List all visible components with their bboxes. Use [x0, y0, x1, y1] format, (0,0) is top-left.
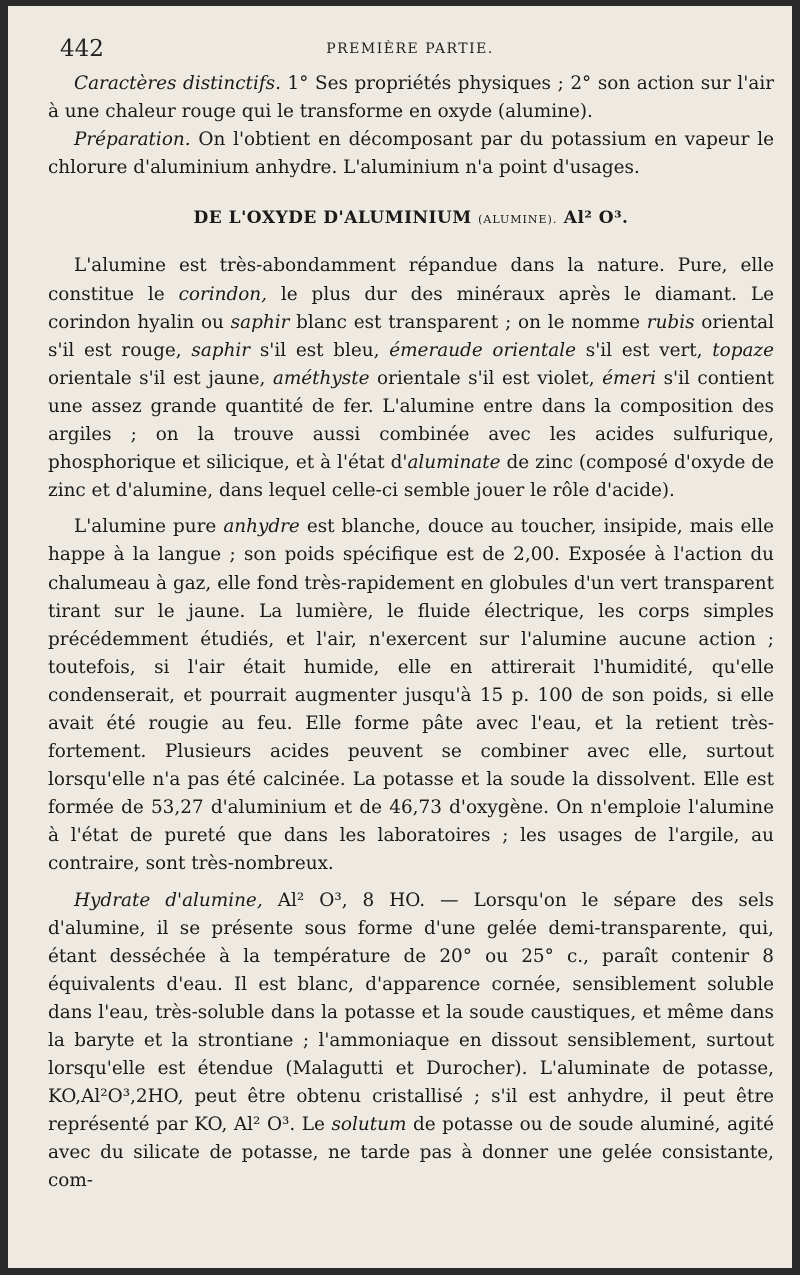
- text-run: L'alumine pure: [74, 516, 224, 538]
- page-number: 442: [60, 36, 104, 62]
- italic-term: corindon,: [178, 283, 268, 305]
- italic-term: émeraude orientale: [389, 339, 577, 361]
- paragraph-text: 1° Ses propriétés physiques ; 2° son action sur l'air à une chaleur rouge qui le transforme en oxyde (alumine).: [48, 73, 775, 123]
- text-run: Al² O³, 8 HO. — Lorsqu'on le sépare des sels d'alumine, il se présente sous forme d'une gelée demi-transparente, qui, étant desséchée à la température de 20° ou 25° c., paraît contenir 8 équivalents d'eau. Il est blanc, d'apparence cornée, sensiblement soluble dans l'eau, très-soluble dans la potasse et la soude caustiques, et même dans la baryte et la strontiane ; l'ammoniaque en dissout sensiblement, surtout lorsqu'elle est étendue (Malagutti et Durocher). L'aluminate de potasse, KO,Al²O³,2HO, peut être obtenu cristallisé ; s'il est anhydre, il peut être représenté par KO, Al² O³. Le: [48, 889, 774, 1136]
- text-run: s'il est vert,: [576, 339, 713, 361]
- text-run: est blanche, douce au toucher, insipide, mais elle happe à la langue ; son poids spécifique est de 2,00. Exposée à l'action du chalumeau à gaz, elle fond très-rapidement en globules d'un vert transparent tirant sur le jaune. La lumière, le fluide électrique, les corps simples précédemment étudiés, et l'air, n'exercent sur l'alumine aucune action ; toutefois, si l'air était humide, elle en attirerait l'humidité, qu'elle condenserait, et pourrait augmenter jusqu'à 15 p. 100 de son poids, si elle avait été rougie au feu. Elle forme pâte avec l'eau, et la retient très-fortement. Plusieurs acides peuvent se combiner avec elle, surtout lorsqu'elle n'a pas été calcinée. La potasse et la soude la dissolvent. Elle est formée de 53,27 d'aluminium et de 46,73 d'oxygène. On n'emploie l'alumine à l'état de pureté que dans les laboratoires ; les usages de l'argile, au contraire, sont très-nombreux.: [48, 516, 774, 875]
- text-run: de zinc (composé d'oxyde de zinc et d'alumine, dans lequel celle-ci semble jouer le rôle d'acide).: [48, 452, 774, 502]
- paragraph-pure-alumina: [48, 513, 774, 878]
- paragraph-alumina-hydrate: [48, 887, 774, 1196]
- italic-term: Hydrate d'alumine,: [74, 889, 263, 911]
- running-title: PREMIÈRE PARTIE.: [326, 41, 494, 57]
- paragraph-label: Caractères distinctifs.: [74, 73, 281, 94]
- italic-term: solutum: [331, 1114, 407, 1136]
- italic-term: saphir: [191, 339, 251, 361]
- italic-term: aluminate: [407, 452, 501, 474]
- book-page: [8, 6, 792, 1268]
- italic-term: améthyste: [272, 367, 370, 389]
- paragraph-label: Préparation.: [74, 129, 191, 151]
- italic-term: saphir: [230, 311, 290, 333]
- text-run: L'alumine est très-abondamment répandue dans la nature. Pure, elle constitue le: [48, 255, 774, 305]
- italic-term: anhydre: [223, 516, 300, 538]
- page-header: [50, 36, 770, 64]
- italic-term: rubis: [646, 311, 695, 333]
- text-run: orientale s'il est violet,: [369, 367, 603, 389]
- text-run: de potasse ou de soude aluminé, agité avec du silicate de potasse, ne tarde pas à donner une gelée consistante, com-: [48, 1114, 774, 1192]
- section-heading-title: DE L'OXYDE D'ALUMINIUM: [193, 208, 472, 229]
- section-heading-formula: Al² O³.: [563, 208, 629, 229]
- paragraph-preparation: [48, 126, 774, 182]
- page-body: [48, 70, 774, 1196]
- paragraph-text: On l'obtient en décomposant par du potassium en vapeur le chlorure d'aluminium anhydre. L'aluminium n'a point d'usages.: [48, 129, 774, 179]
- text-run: oriental s'il est rouge,: [48, 311, 775, 361]
- section-heading-subtitle: (ALUMINE).: [478, 213, 558, 227]
- section-heading: [48, 204, 774, 234]
- text-run: le plus dur des minéraux après le diamant. Le corindon hyalin ou: [48, 283, 774, 333]
- italic-term: topaze: [712, 339, 775, 361]
- italic-term: émeri: [602, 367, 657, 389]
- text-run: s'il est bleu,: [250, 339, 390, 361]
- text-run: blanc est transparent ; on le nomme: [289, 311, 647, 333]
- paragraph-distinctive-characters: [48, 70, 774, 126]
- text-run: s'il contient une assez grande quantité de fer. L'alumine entre dans la composition des argiles ; on la trouve aussi combinée avec les acides sulfurique, phosphorique et silicique, et à l'état d': [48, 367, 775, 474]
- paragraph-alumina-occurrence: [48, 252, 774, 505]
- text-run: orientale s'il est jaune,: [48, 367, 273, 389]
